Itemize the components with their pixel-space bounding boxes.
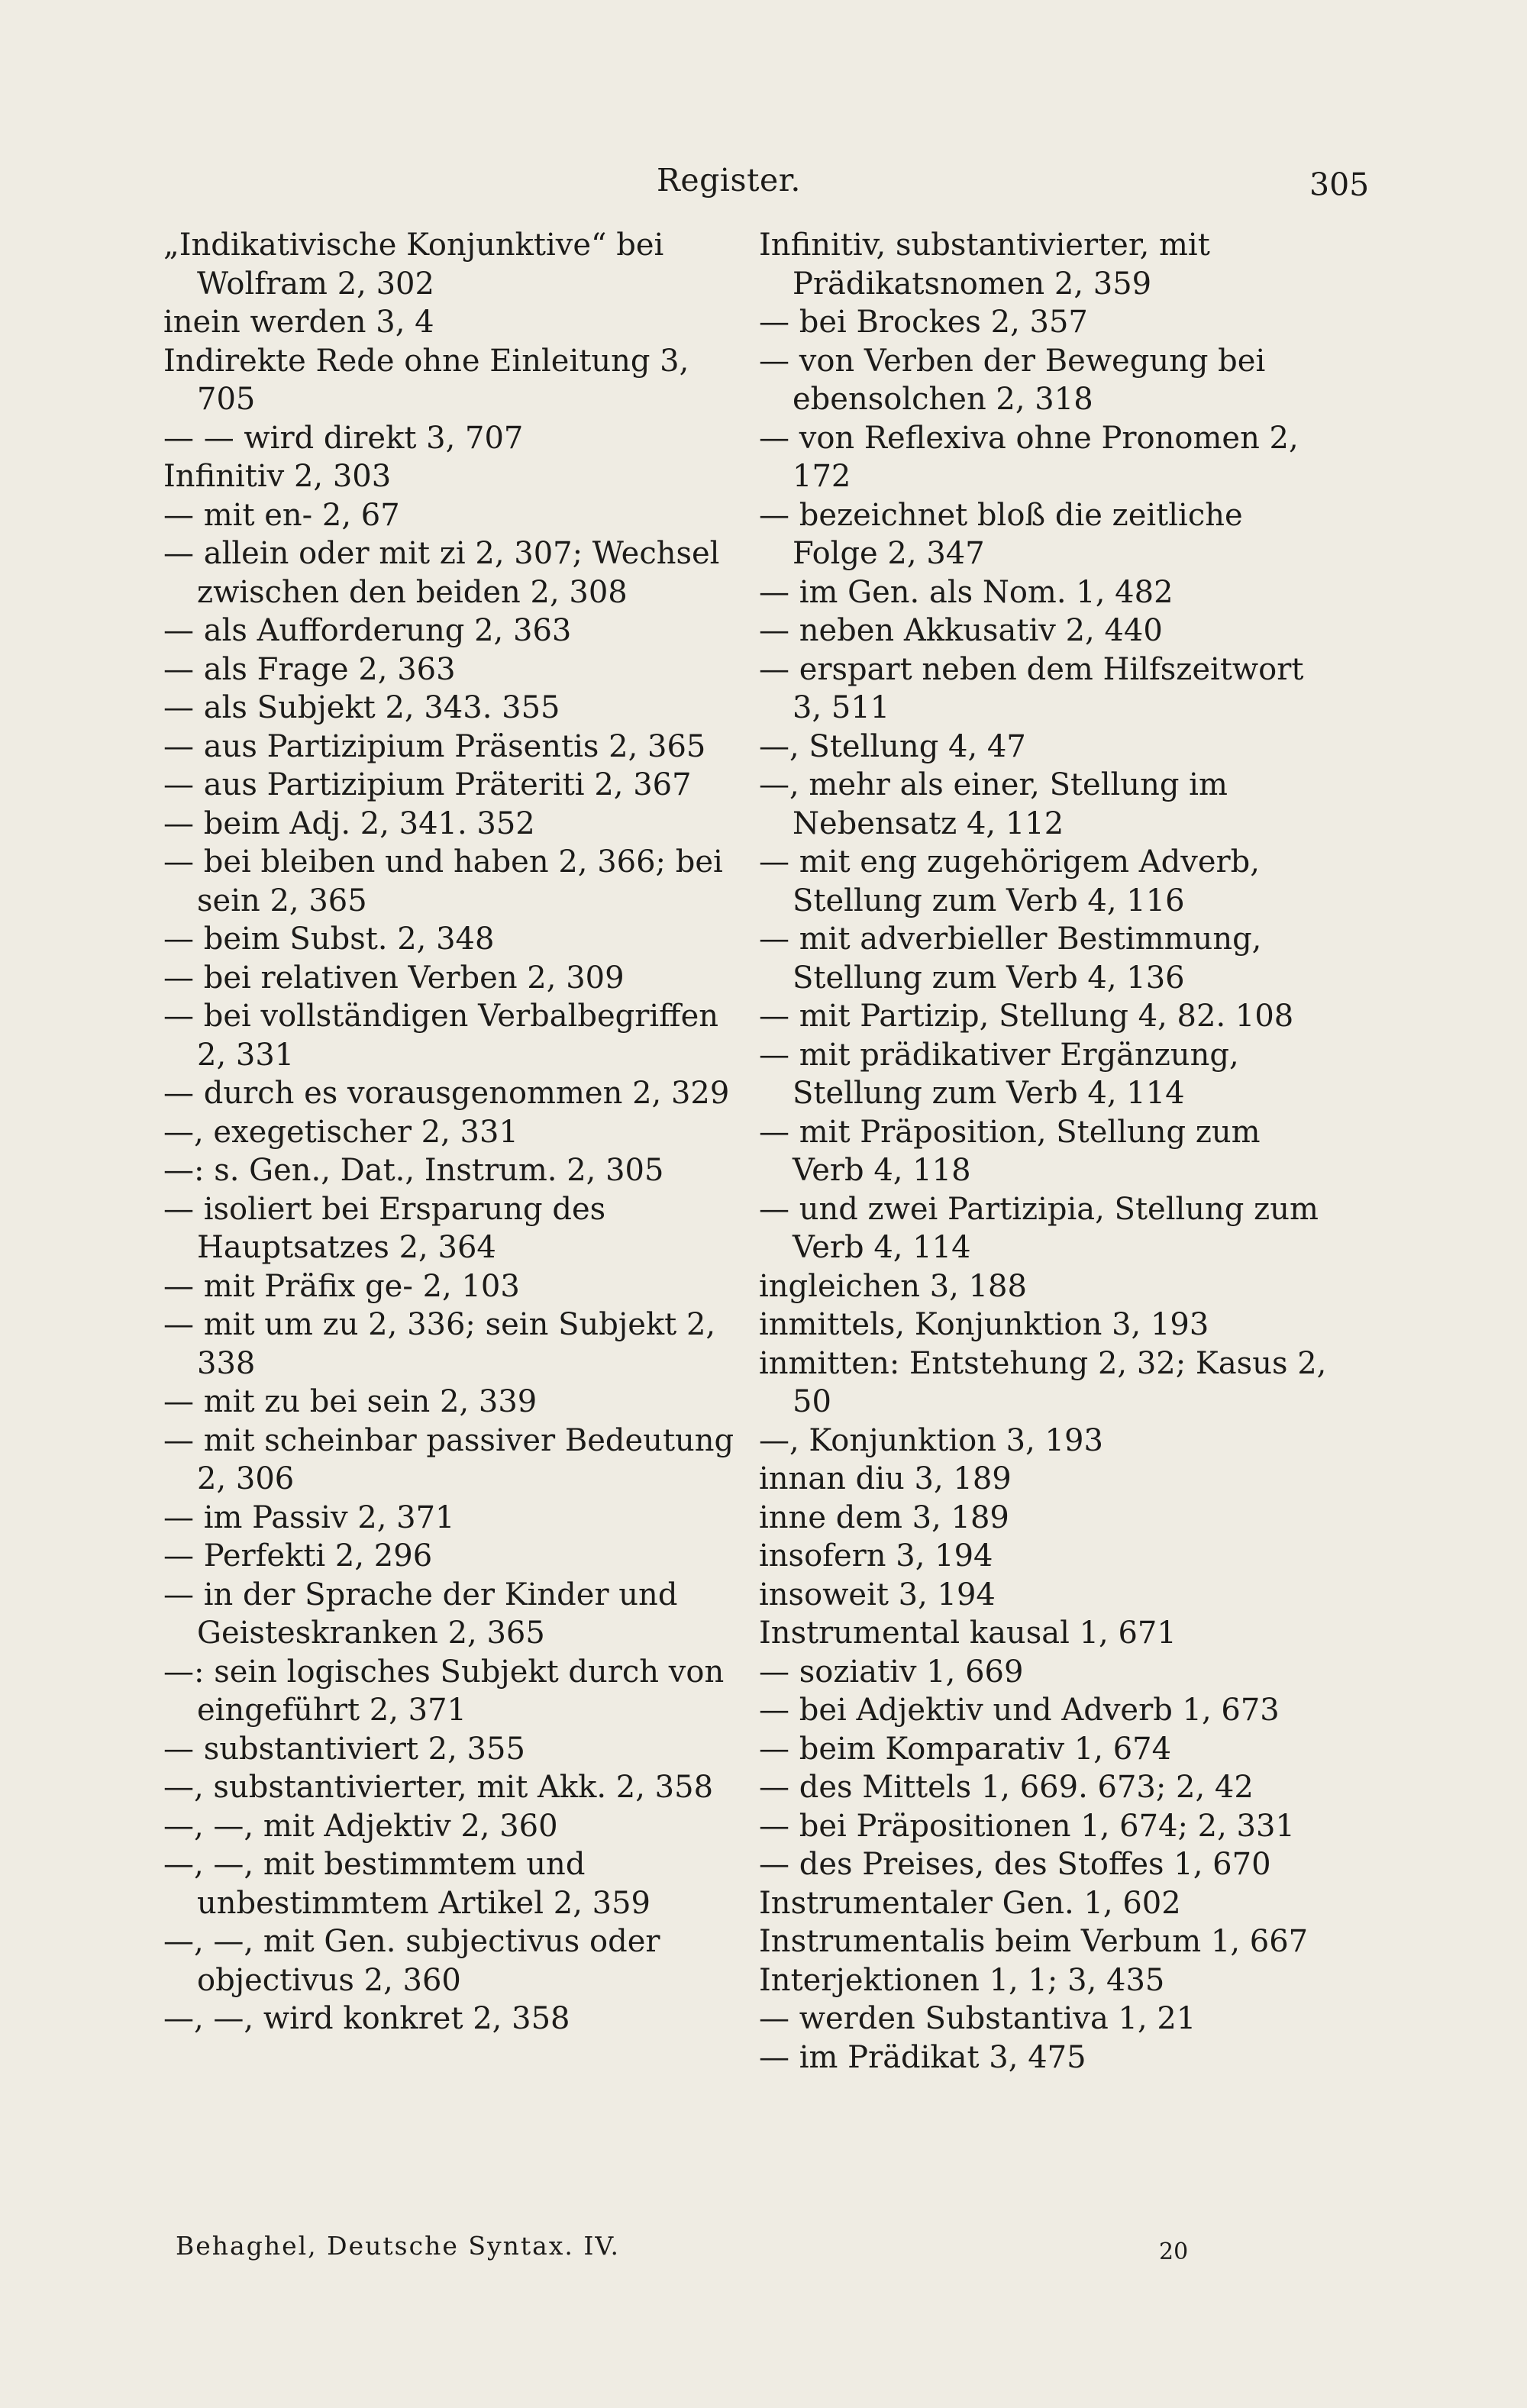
index-entry: — mit en- 2, 67 [163, 497, 400, 533]
index-entry: insofern 3, 194 [759, 1538, 993, 1574]
index-entry: — mit adverbieller Bestimmung, Stellung zum Verb 4, 136 [759, 922, 1262, 996]
index-entry: innan diu 3, 189 [759, 1461, 1012, 1496]
index-entry: inne dem 3, 189 [759, 1499, 1009, 1535]
index-entry: — beim Subst. 2, 348 [163, 922, 495, 957]
signature-number: 20 [1159, 2239, 1189, 2265]
index-entry: — des Preises, des Stoffes 1, 670 [759, 1847, 1271, 1882]
index-entry: — des Mittels 1, 669. 673; 2, 42 [759, 1770, 1254, 1805]
index-entry: — als Subjekt 2, 343. 355 [163, 690, 560, 725]
index-entry: —, Konjunktion 3, 193 [759, 1422, 1103, 1458]
index-entry: — erspart neben dem Hilfszeitwort 3, 511 [759, 651, 1304, 725]
index-column-left [163, 226, 744, 2038]
index-entry: inmittels, Konjunktion 3, 193 [759, 1307, 1209, 1342]
index-entry: — bei Adjektiv und Adverb 1, 673 [759, 1693, 1280, 1728]
running-header: Register. [657, 162, 801, 199]
index-entry: Instrumental kausal 1, 671 [759, 1616, 1177, 1651]
index-entry: — im Prädikat 3, 475 [759, 2039, 1086, 2075]
index-entry: — beim Adj. 2, 341. 352 [163, 805, 535, 841]
index-entry: —: sein logisches Subjekt durch von eingeführt 2, 371 [163, 1654, 725, 1728]
index-entry: — — wird direkt 3, 707 [163, 420, 524, 456]
signature-line: Behaghel, Deutsche Syntax. IV. [176, 2231, 620, 2261]
index-entry: „Indikativische Konjunktive“ bei Wolfram 2, 302 [163, 228, 664, 302]
index-entry: — als Frage 2, 363 [163, 651, 456, 687]
index-entry: — soziativ 1, 669 [759, 1654, 1024, 1690]
index-entry: — werden Substantiva 1, 21 [759, 2001, 1196, 2036]
index-entry: —, —, mit bestimmtem und unbestimmtem Artikel 2, 359 [163, 1847, 651, 1921]
index-entry: Indirekte Rede ohne Einleitung 3, 705 [163, 343, 689, 417]
index-entry: — substantiviert 2, 355 [163, 1731, 525, 1767]
index-entry: — bei Präpositionen 1, 674; 2, 331 [759, 1808, 1295, 1844]
index-entry: ingleichen 3, 188 [759, 1268, 1027, 1304]
index-entry: — im Passiv 2, 371 [163, 1499, 455, 1535]
index-entry: inmitten: Entstehung 2, 32; Kasus 2, 50 [759, 1345, 1327, 1419]
index-entry: — von Verben der Bewegung bei ebensolchen 2, 318 [759, 343, 1266, 417]
index-entry: — und zwei Partizipia, Stellung zum Verb 4, 114 [759, 1191, 1319, 1265]
index-entry: — mit Partizip, Stellung 4, 82. 108 [759, 999, 1294, 1034]
index-entry: Infinitiv 2, 303 [163, 459, 392, 494]
index-entry: — neben Akkusativ 2, 440 [759, 613, 1163, 648]
index-entry: —, substantivierter, mit Akk. 2, 358 [163, 1770, 714, 1805]
index-entry: inein werden 3, 4 [163, 305, 434, 340]
index-entry: — mit prädikativer Ergänzung, Stellung zum Verb 4, 114 [759, 1037, 1239, 1111]
index-entry: — bezeichnet bloß die zeitliche Folge 2, 347 [759, 497, 1243, 571]
index-entry: Interjektionen 1, 1; 3, 435 [759, 1962, 1165, 1998]
index-entry: — Perfekti 2, 296 [163, 1538, 433, 1574]
index-entry: — aus Partizipium Präsentis 2, 365 [163, 728, 706, 764]
index-entry: —, —, mit Gen. subjectivus oder objectivus 2, 360 [163, 1924, 660, 1998]
index-entry: — in der Sprache der Kinder und Geisteskranken 2, 365 [163, 1577, 678, 1651]
index-entry: — bei relativen Verben 2, 309 [163, 960, 625, 996]
index-entry: — mit um zu 2, 336; sein Subjekt 2, 338 [163, 1307, 716, 1381]
index-entry: — im Gen. als Nom. 1, 482 [759, 574, 1173, 610]
index-entry: —, exegetischer 2, 331 [163, 1114, 518, 1150]
index-entry: — isoliert bei Ersparung des Hauptsatzes 2, 364 [163, 1191, 606, 1265]
index-entry: — durch es vorausgenommen 2, 329 [163, 1076, 730, 1111]
index-entry: — mit Präposition, Stellung zum Verb 4, 118 [759, 1114, 1261, 1188]
index-entry: — mit Präfix ge- 2, 103 [163, 1268, 520, 1304]
index-entry: —, —, mit Adjektiv 2, 360 [163, 1808, 558, 1844]
index-entry: — aus Partizipium Präteriti 2, 367 [163, 767, 692, 802]
index-entry: —, —, wird konkret 2, 358 [163, 2001, 570, 2036]
index-entry: Instrumentaler Gen. 1, 602 [759, 1885, 1181, 1921]
index-entry: —, Stellung 4, 47 [759, 728, 1026, 764]
index-entry: Instrumentalis beim Verbum 1, 667 [759, 1924, 1309, 1959]
index-entry: —: s. Gen., Dat., Instrum. 2, 305 [163, 1153, 664, 1188]
index-entry: — allein oder mit zi 2, 307; Wechsel zwischen den beiden 2, 308 [163, 536, 720, 610]
index-entry: — mit eng zugehörigem Adverb, Stellung zum Verb 4, 116 [759, 844, 1260, 918]
index-entry: insoweit 3, 194 [759, 1577, 996, 1612]
index-entry: — mit scheinbar passiver Bedeutung 2, 306 [163, 1422, 734, 1496]
index-column-right [759, 226, 1332, 2077]
index-entry: — bei bleiben und haben 2, 366; bei sein 2, 365 [163, 844, 723, 918]
index-entry: —, mehr als einer, Stellung im Nebensatz 4, 112 [759, 767, 1228, 841]
index-entry: — mit zu bei sein 2, 339 [163, 1384, 538, 1419]
index-entry: — als Aufforderung 2, 363 [163, 613, 572, 648]
index-entry: — bei Brockes 2, 357 [759, 305, 1088, 340]
index-entry: — beim Komparativ 1, 674 [759, 1731, 1172, 1767]
index-entry: Infinitiv, substantivierter, mit Prädikatsnomen 2, 359 [759, 228, 1210, 302]
index-entry: — bei vollständigen Verbalbegriffen 2, 331 [163, 999, 719, 1073]
index-entry: — von Reflexiva ohne Pronomen 2, 172 [759, 420, 1299, 494]
page-number: 305 [1309, 166, 1370, 203]
